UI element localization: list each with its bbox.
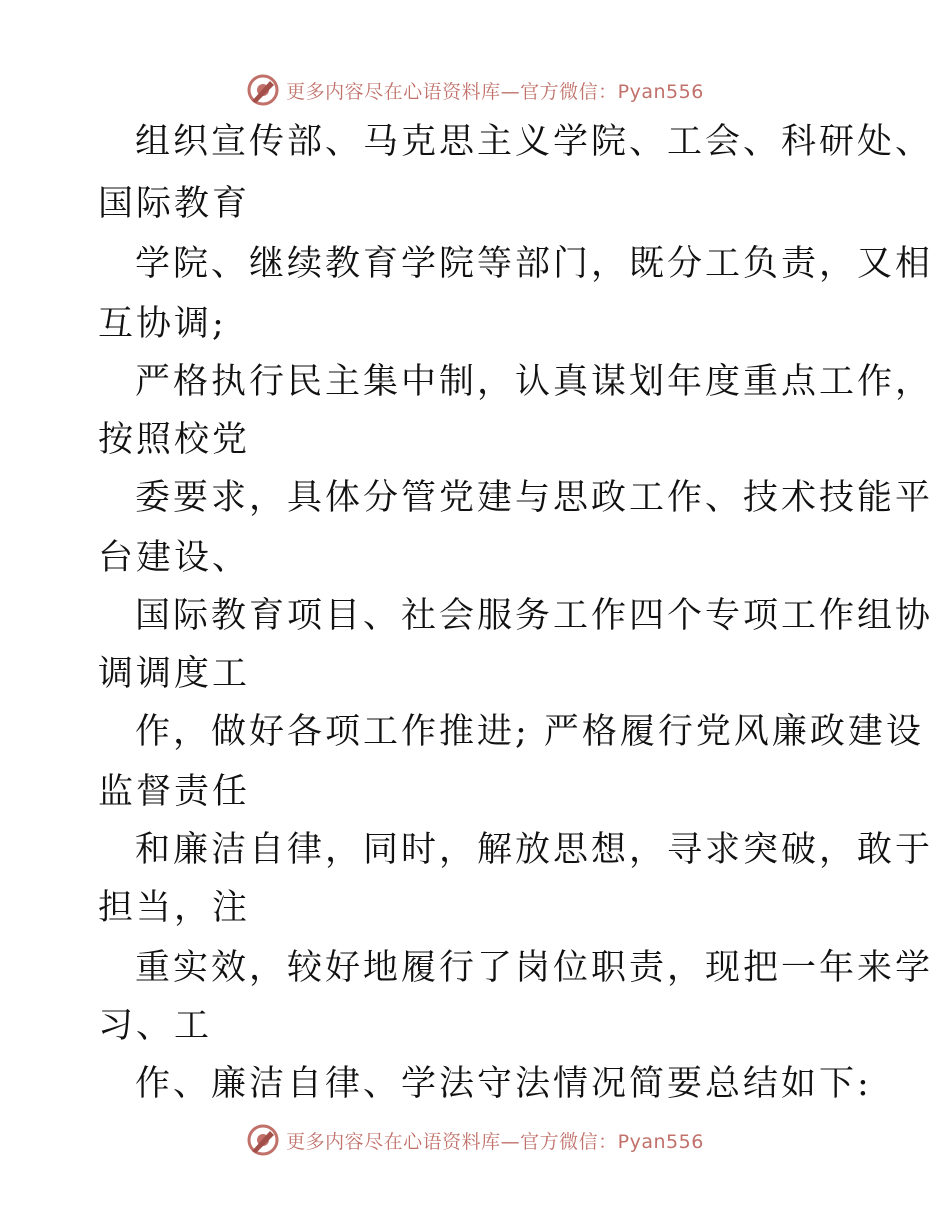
footer-watermark-text: 更多内容尽在心语资料库—官方微信：Pyan556 [286, 1130, 704, 1153]
paragraph-line: 调调度工 [98, 654, 251, 694]
paragraph-line: 担当，注 [98, 888, 251, 928]
paragraph-line: 组织宣传部、马克思主义学院、工会、科研处、 [135, 122, 934, 162]
paragraph-line: 和廉洁自律，同时，解放思想，寻求突破，敢于 [135, 830, 934, 870]
paragraph-line: 学院、继续教育学院等部门，既分工负责，又相 [135, 244, 934, 284]
paragraph-line: 按照校党 [98, 420, 251, 460]
header-watermark [0, 70, 950, 110]
paragraph-line: 作、廉洁自律、学法守法情况简要总结如下: [135, 1064, 872, 1104]
header-watermark-text: 更多内容尽在心语资料库—官方微信：Pyan556 [286, 80, 704, 103]
paragraph-line: 台建设、 [98, 538, 251, 578]
paragraph-line: 国际教育项目、社会服务工作四个专项工作组协 [135, 596, 934, 636]
paragraph-line: 监督责任 [98, 772, 251, 812]
pen-logo-icon [246, 73, 280, 107]
paragraph-line: 严格执行民主集中制，认真谋划年度重点工作， [135, 362, 934, 402]
paragraph-line: 作，做好各项工作推进; 严格履行党风廉政建设 [135, 712, 924, 752]
paragraph-line: 重实效，较好地履行了岗位职责，现把一年来学 [135, 948, 934, 988]
paragraph-line: 委要求，具体分管党建与思政工作、技术技能平 [135, 478, 934, 518]
paragraph-line: 互协调; [98, 304, 227, 344]
pen-logo-icon [246, 1123, 280, 1157]
paragraph-line: 国际教育 [98, 184, 251, 224]
paragraph-line: 习、工 [98, 1006, 213, 1046]
footer-watermark [0, 1120, 950, 1160]
